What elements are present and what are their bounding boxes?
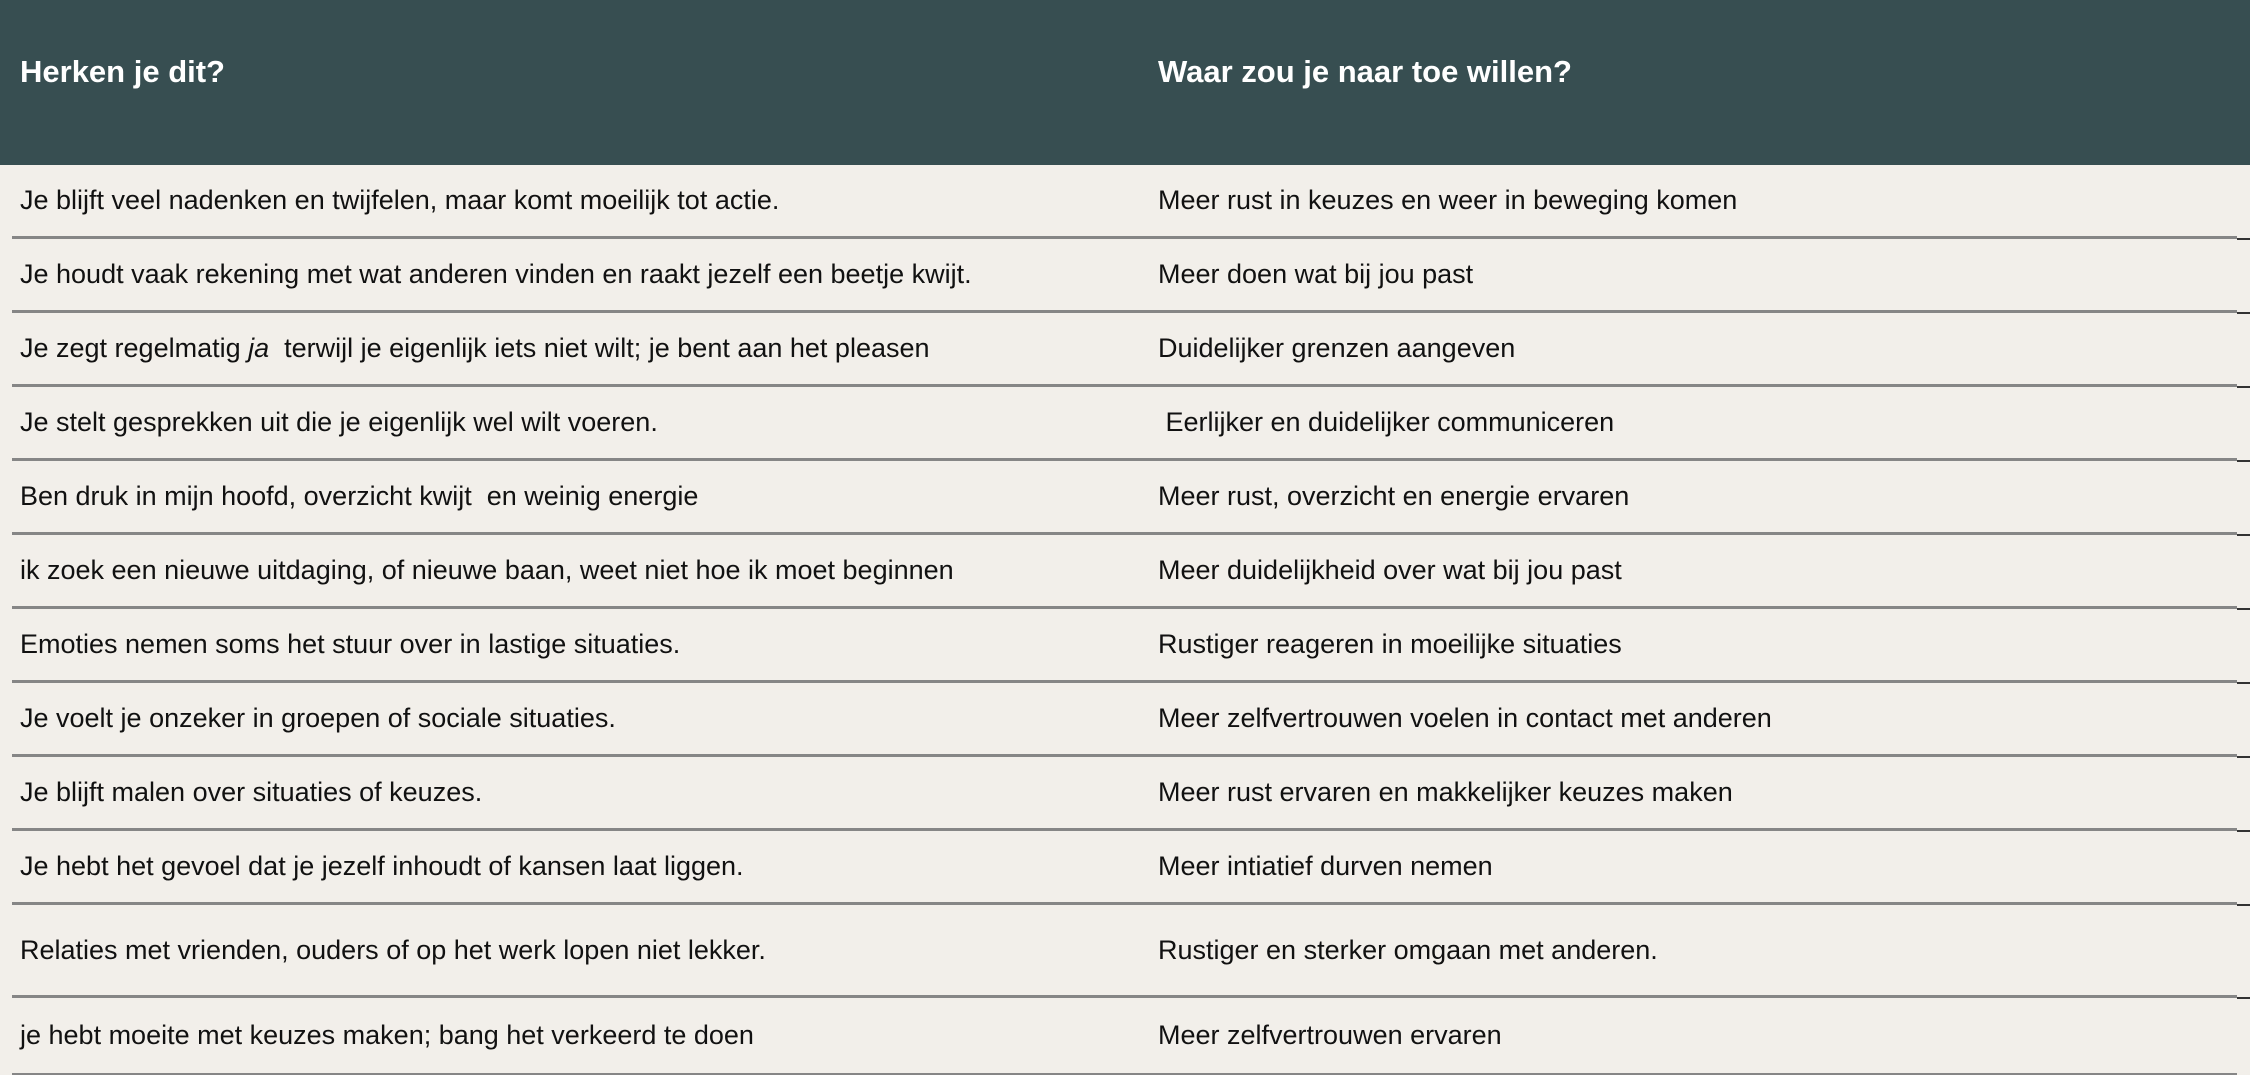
row-problem: Ben druk in mijn hoofd, overzicht kwijt en weinig energie xyxy=(20,481,699,511)
row-goal: Eerlijker en duidelijker communiceren xyxy=(1158,407,1615,437)
table-row xyxy=(0,683,2250,757)
row-problem-emphasis: ja xyxy=(248,333,270,363)
row-problem-post: terwijl je eigenlijk iets niet wilt; je bent aan het pleasen xyxy=(269,333,930,363)
row-goal: Rustiger reageren in moeilijke situaties xyxy=(1158,629,1622,659)
table-row xyxy=(0,387,2250,461)
row-goal: Meer zelfvertrouwen voelen in contact met anderen xyxy=(1158,703,1772,733)
row-problem-pre: Je zegt regelmatig xyxy=(20,333,249,363)
page-bottom-margin xyxy=(0,1075,2250,1088)
row-problem: je hebt moeite met keuzes maken; bang het verkeerd te doen xyxy=(20,1020,754,1050)
header-herken: Herken je dit? xyxy=(20,54,225,89)
row-goal: Meer rust, overzicht en energie ervaren xyxy=(1158,481,1630,511)
table-body xyxy=(0,165,2250,1076)
row-problem: Je blijft malen over situaties of keuzes. xyxy=(20,777,483,807)
row-problem: ik zoek een nieuwe uitdaging, of nieuwe baan, weet niet hoe ik moet beginnen xyxy=(20,555,954,585)
row-problem: Je houdt vaak rekening met wat anderen vinden en raakt jezelf een beetje kwijt. xyxy=(20,259,972,289)
row-problem: Je blijft veel nadenken en twijfelen, maar komt moeilijk tot actie. xyxy=(20,185,780,215)
row-problem xyxy=(20,313,930,384)
table-header xyxy=(0,0,2250,165)
row-goal: Meer zelfvertrouwen ervaren xyxy=(1158,1020,1502,1050)
table-row xyxy=(0,461,2250,535)
row-problem: Emoties nemen soms het stuur over in lastige situaties. xyxy=(20,629,681,659)
table-row xyxy=(0,831,2250,905)
table-row xyxy=(0,905,2250,998)
row-problem: Relaties met vrienden, ouders of op het werk lopen niet lekker. xyxy=(20,934,766,965)
table-row xyxy=(0,535,2250,609)
row-goal: Meer rust in keuzes en weer in beweging komen xyxy=(1158,185,1738,215)
row-problem: Je stelt gesprekken uit die je eigenlijk wel wilt voeren. xyxy=(20,407,658,437)
row-problem: Je hebt het gevoel dat je jezelf inhoudt of kansen laat liggen. xyxy=(20,851,744,881)
row-goal: Meer rust ervaren en makkelijker keuzes maken xyxy=(1158,777,1733,807)
row-goal: Rustiger en sterker omgaan met anderen. xyxy=(1158,934,1658,965)
row-goal: Meer intiatief durven nemen xyxy=(1158,851,1493,881)
table-row xyxy=(0,609,2250,683)
table-row xyxy=(0,757,2250,831)
table-row xyxy=(0,239,2250,313)
row-goal: Meer doen wat bij jou past xyxy=(1158,259,1474,289)
row-goal: Duidelijker grenzen aangeven xyxy=(1158,333,1516,363)
table-row xyxy=(0,313,2250,387)
header-waar-naartoe: Waar zou je naar toe willen? xyxy=(1158,54,1572,89)
table-row xyxy=(0,998,2250,1076)
row-goal: Meer duidelijkheid over wat bij jou past xyxy=(1158,555,1622,585)
row-problem: Je voelt je onzeker in groepen of sociale situaties. xyxy=(20,703,616,733)
table-row xyxy=(0,165,2250,239)
